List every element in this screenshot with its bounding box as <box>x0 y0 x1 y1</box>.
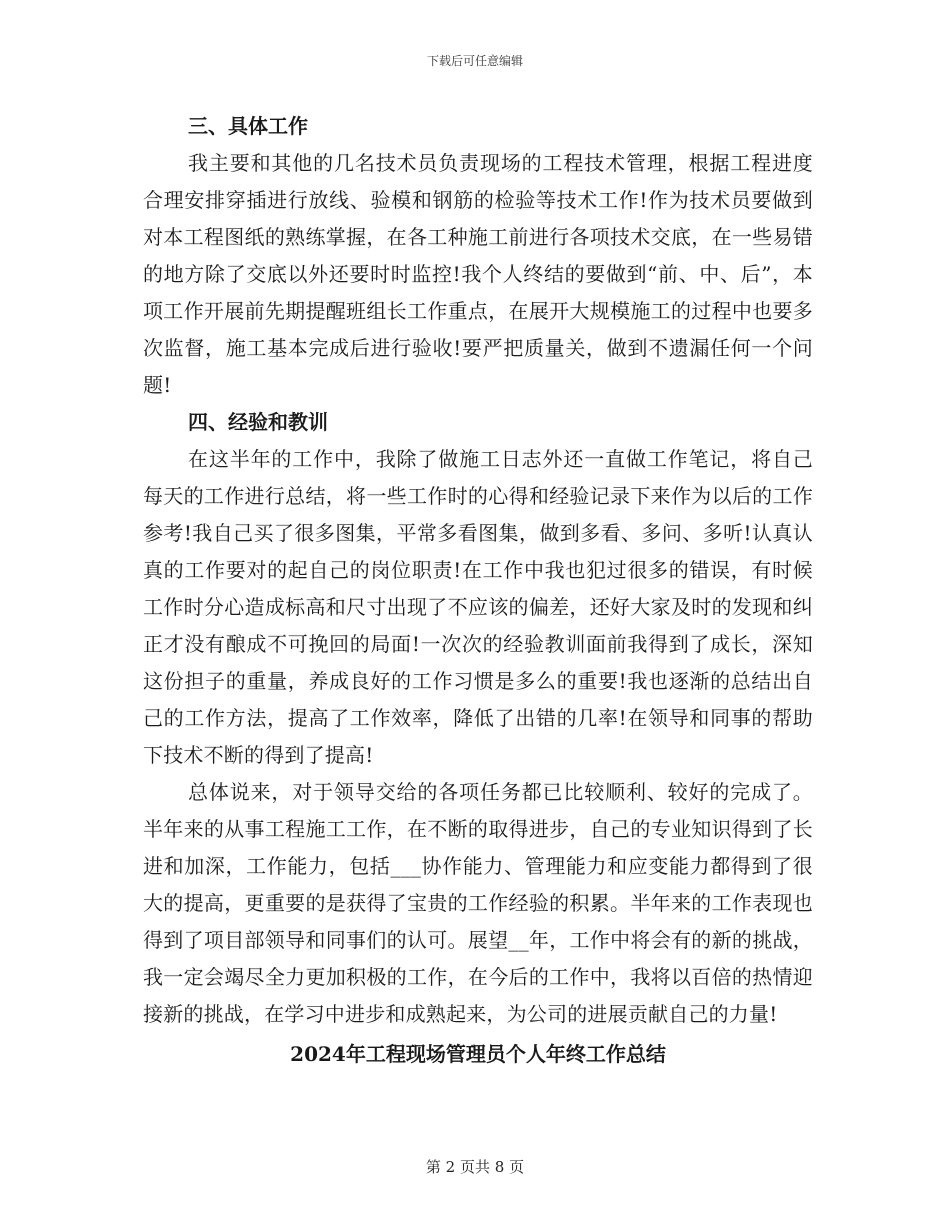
page-header: 下载后可任意编辑 <box>426 54 523 68</box>
paragraph-summary: 总体说来，对于领导交给的各项任务都已比较顺利、较好的完成了。半年来的从事工程施工工作，在不断的取得进步，自己的专业知识得到了长进和加深，工作能力，包括___协作能力、管理能力和应变能力都得到了很大的提高，更重要的是获得了宝贵的工作经验的积累。半年来的工作表现也得到了项目部领导和同事们的认可。展望__年，工作中将会有的新的挑战，我一定会竭尽全力更加积极的工作，在今后的工作中，我将以百倍的热情迎接新的挑战，在学习中进步和成熟起来，为公司的进展贡献自己的力量! <box>143 780 813 1026</box>
section-heading-specific-work: 三、具体工作 <box>188 114 308 138</box>
page-footer: 第 2 页共 8 页 <box>425 1158 525 1176</box>
next-document-title: 2024年工程现场管理员个人年终工作总结 <box>290 1042 666 1066</box>
document-body <box>143 108 813 1073</box>
section-heading-experience: 四、经验和教训 <box>188 410 328 434</box>
paragraph-specific-work: 我主要和其他的几名技术员负责现场的工程技术管理，根据工程进度合理安排穿插进行放线、验模和钢筋的检验等技术工作!作为技术员要做到对本工程图纸的熟练掌握，在各工种施工前进行各项技术交底，在一些易错的地方除了交底以外还要时时监控!我个人终结的要做到“前、中、后”，本项工作开展前先期提醒班组长工作重点，在展开大规模施工的过程中也要多次监督，施工基本完成后进行验收!要严把质量关，做到不遗漏任何一个问题! <box>143 151 813 397</box>
paragraph-experience: 在这半年的工作中，我除了做施工日志外还一直做工作笔记，将自己每天的工作进行总结，将一些工作时的心得和经验记录下来作为以后的工作参考!我自己买了很多图集，平常多看图集，做到多看、多问、多听!认真认真的工作要对的起自己的岗位职责!在工作中我也犯过很多的错误，有时候工作时分心造成标高和尺寸出现了不应该的偏差，还好大家及时的发现和纠正才没有酿成不可挽回的局面!一次次的经验教训面前我得到了成长，深知这份担子的重量，养成良好的工作习惯是多么的重要!我也逐渐的总结出自己的工作方法，提高了工作效率，降低了出错的几率!在领导和同事的帮助下技术不断的得到了提高! <box>143 447 813 767</box>
